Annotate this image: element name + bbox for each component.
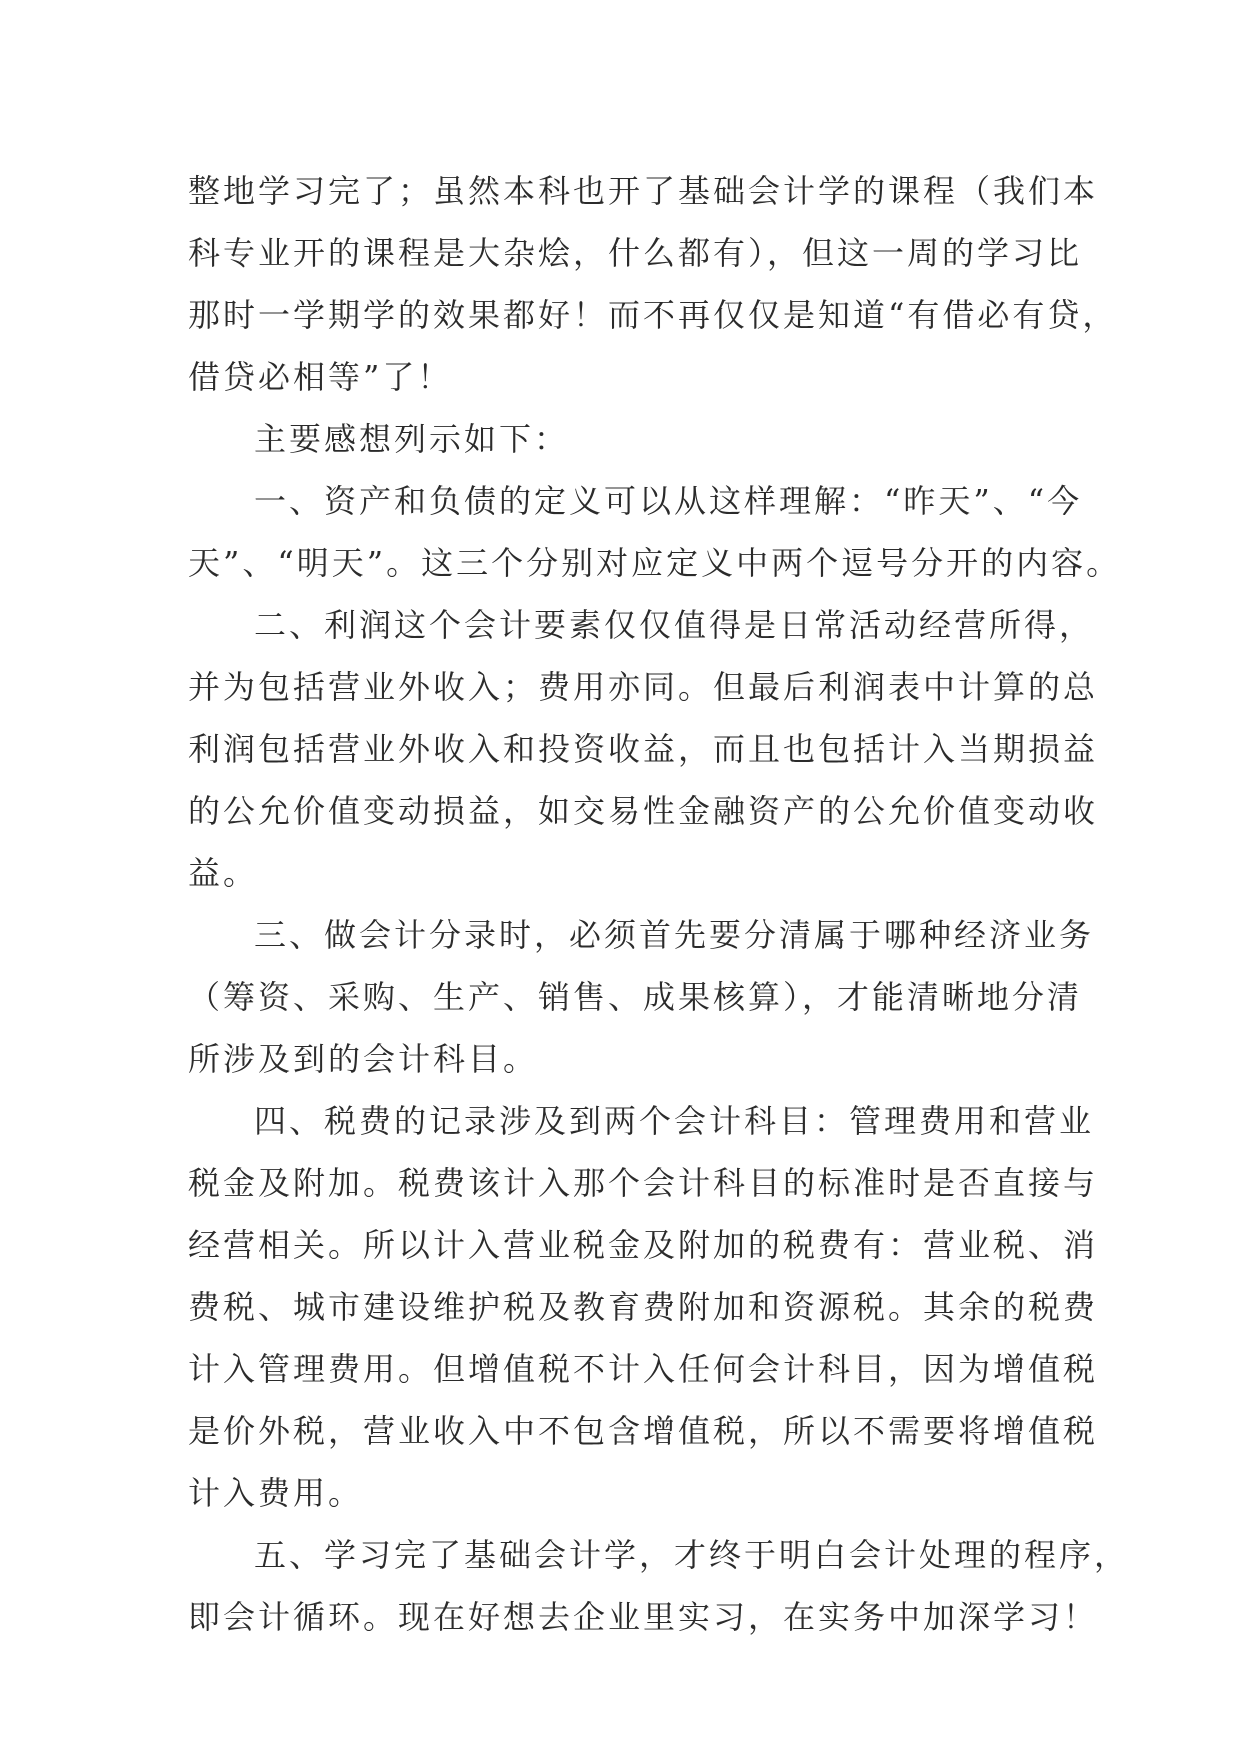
text-line: 主要感想列示如下： xyxy=(254,420,570,458)
text-line: 四、税费的记录涉及到两个会计科目：管理费用和营业 xyxy=(254,1102,1095,1140)
text-line: 所涉及到的会计科目。 xyxy=(188,1040,539,1078)
text-line: 二、利润这个会计要素仅仅值得是日常活动经营所得， xyxy=(254,606,1095,644)
text-line: 即会计循环。现在好想去企业里实习，在实务中加深学习！ xyxy=(188,1598,1099,1636)
text-line: 计入管理费用。但增值税不计入任何会计科目，因为增值税 xyxy=(188,1350,1099,1388)
text-line: 是价外税，营业收入中不包含增值税，所以不需要将增值税 xyxy=(188,1412,1099,1450)
text-line: 的公允价值变动损益，如交易性金融资产的公允价值变动收 xyxy=(188,792,1099,830)
text-line: 那时一学期学的效果都好！而不再仅仅是知道“有借必有贷， xyxy=(188,296,1118,334)
text-line: 计入费用。 xyxy=(188,1474,364,1512)
text-line: 借贷必相等”了！ xyxy=(188,358,453,396)
text-line: 费税、城市建设维护税及教育费附加和资源税。其余的税费 xyxy=(188,1288,1099,1326)
text-line: 利润包括营业外收入和投资收益，而且也包括计入当期损益 xyxy=(188,730,1099,768)
text-line: 整地学习完了；虽然本科也开了基础会计学的课程（我们本 xyxy=(188,172,1099,210)
text-line: 三、做会计分录时，必须首先要分清属于哪种经济业务 xyxy=(254,916,1095,954)
text-line: 一、资产和负债的定义可以从这样理解：“昨天”、“今 xyxy=(254,482,1083,520)
text-line: 并为包括营业外收入；费用亦同。但最后利润表中计算的总 xyxy=(188,668,1099,706)
text-line: （筹资、采购、生产、销售、成果核算），才能清晰地分清 xyxy=(188,978,1083,1016)
text-line: 科专业开的课程是大杂烩，什么都有），但这一周的学习比 xyxy=(188,234,1083,272)
text-line: 益。 xyxy=(188,854,259,892)
text-line: 税金及附加。税费该计入那个会计科目的标准时是否直接与 xyxy=(188,1164,1099,1202)
body-text xyxy=(188,160,1130,1648)
text-line: 天”、“明天”。这三个分别对应定义中两个逗号分开的内容。 xyxy=(188,544,1122,582)
text-line: 五、学习完了基础会计学，才终于明白会计处理的程序， xyxy=(254,1536,1130,1574)
text-line: 经营相关。所以计入营业税金及附加的税费有：营业税、消 xyxy=(188,1226,1099,1264)
